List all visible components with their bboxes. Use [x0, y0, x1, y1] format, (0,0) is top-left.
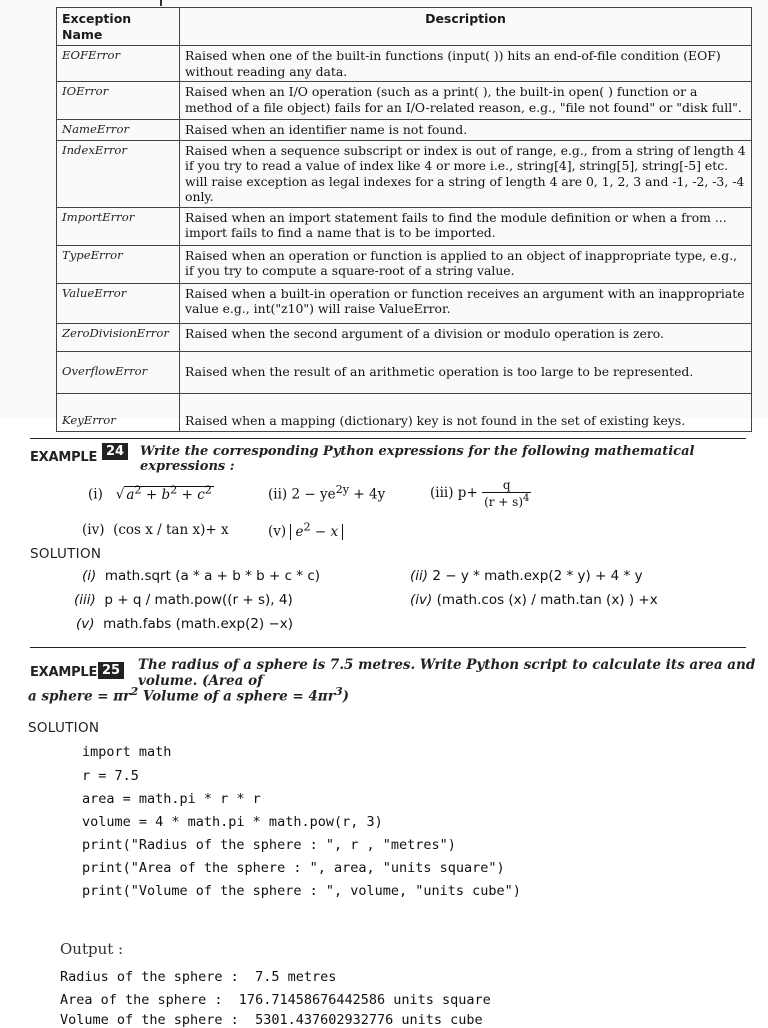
example-24-label: EXAMPLE	[30, 450, 98, 465]
exception-name: EOFError	[57, 46, 180, 82]
output-line: Radius of the sphere : 7.5 metres	[60, 969, 337, 985]
example-25-number: 25	[98, 662, 124, 679]
code-line: r = 7.5	[82, 768, 139, 784]
header-description: Description	[180, 8, 752, 46]
expr-ii-main: 2 − ye	[291, 486, 336, 503]
exception-table	[56, 7, 752, 432]
answer-v	[76, 616, 293, 632]
table-row	[57, 393, 752, 431]
example-25-sup-a: 2	[130, 684, 139, 698]
answer-text: 2 − y * math.exp(2 * y) + 4 * y	[432, 568, 643, 584]
answer-label: (i)	[82, 568, 97, 584]
exception-description: Raised when the second argument of a division or modulo operation is zero.	[180, 323, 752, 351]
example-25-text-line2	[28, 684, 349, 705]
table-row	[57, 323, 752, 351]
exception-name: IOError	[57, 82, 180, 120]
exception-description: Raised when a mapping (dictionary) key is not found in the set of existing keys.	[180, 393, 752, 431]
answer-label: (iii)	[74, 592, 96, 608]
expr-v-tail: − x	[310, 523, 339, 540]
exception-name: TypeError	[57, 245, 180, 283]
answer-text: p + q / math.pow((r + s), 4)	[104, 592, 293, 608]
expr-iii-den-sup: 4	[523, 493, 530, 504]
expr-iv	[82, 522, 229, 538]
exception-name: OverflowError	[57, 351, 180, 393]
exception-name: ZeroDivisionError	[57, 323, 180, 351]
answer-text: (math.cos (x) / math.tan (x) ) +x	[436, 592, 658, 608]
table-row	[57, 140, 752, 207]
expr-iv-main: (cos x / tan x)+ x	[113, 522, 229, 538]
answer-label: (v)	[76, 616, 95, 632]
example-25-text-a: a sphere = πr	[28, 688, 131, 705]
code-line: print("Area of the sphere : ", area, "units square")	[82, 860, 505, 876]
example-24-rule	[30, 438, 746, 439]
expr-ii-tail: + 4y	[349, 486, 386, 503]
table-row	[57, 351, 752, 393]
expr-i-radicand: $a^2 + b^2 + c^2$	[126, 483, 212, 503]
table-row	[57, 245, 752, 283]
table-row	[57, 82, 752, 120]
table-row	[57, 46, 752, 82]
output-line: Area of the sphere : 176.71458676442586 units square	[60, 992, 491, 1008]
answer-ii	[410, 568, 643, 584]
example-25-label: EXAMPLE	[30, 665, 98, 680]
code-line: import math	[82, 744, 172, 760]
example-25-rule	[30, 647, 746, 648]
table-row	[57, 207, 752, 245]
exception-description: Raised when the result of an arithmetic operation is too large to be represented.	[180, 351, 752, 393]
expr-v-base: e	[295, 523, 304, 540]
expr-iv-label: (iv)	[82, 522, 105, 538]
example-25-text-c: )	[342, 688, 350, 705]
expr-iii-den	[482, 493, 531, 509]
expr-iii	[430, 478, 531, 509]
exception-description: Raised when one of the built-in functions (input( )) hits an end-of-file condition (EOF) without reading any data.	[180, 46, 752, 82]
answer-iv	[410, 592, 658, 608]
expr-ii-label: (ii)	[268, 486, 288, 503]
exception-description: Raised when an import statement fails to find the module definition or when a from ... import fails to find a name that is to be imported.	[180, 207, 752, 245]
exception-description: Raised when an I/O operation (such as a print( ), the built-in open( ) function or a method of a file object) fails for an I/O-related reason, e.g., "file not found" or "disk full".	[180, 82, 752, 120]
table-row	[57, 120, 752, 141]
answer-label: (iv)	[410, 592, 433, 608]
exception-name: KeyError	[57, 393, 180, 431]
sqrt-symbol: √	[115, 486, 125, 503]
example-25-text-b: Volume of a sphere = 4πr	[138, 688, 335, 705]
code-line: volume = 4 * math.pi * math.pow(r, 3)	[82, 814, 383, 830]
expr-i	[88, 483, 214, 503]
example-25-text-line1: The radius of a sphere is 7.5 metres. Write Python script to calculate its area and volume. (Area of	[138, 657, 756, 689]
expr-v-sup: 2	[303, 520, 311, 533]
code-line: area = math.pi * r * r	[82, 791, 261, 807]
code-line: print("Radius of the sphere : ", r , "metres")	[82, 837, 456, 853]
example-25-solution-label: SOLUTION	[28, 720, 100, 736]
exception-name: ValueError	[57, 283, 180, 323]
expr-iii-den-base: (r + s)	[484, 495, 524, 509]
exception-name: ImportError	[57, 207, 180, 245]
answer-text: math.sqrt (a * a + b * b + c * c)	[104, 568, 321, 584]
expr-i-label: (i)	[88, 486, 103, 503]
table-row	[57, 283, 752, 323]
exception-description: Raised when a built-in operation or function receives an argument with an inappropriate value e.g., int("z10") will raise ValueError.	[180, 283, 752, 323]
expr-ii	[268, 483, 385, 503]
example-24-number: 24	[102, 443, 128, 460]
answer-i	[82, 568, 320, 584]
exception-name: IndexError	[57, 140, 180, 207]
output-label: Output :	[60, 940, 124, 958]
table-header-row	[57, 8, 752, 46]
expr-v-label: (v)	[268, 523, 287, 540]
code-line: print("Volume of the sphere : ", volume, "units cube")	[82, 883, 521, 899]
exception-description: Raised when a sequence subscript or index is out of range, e.g., from a string of length 4 if you try to read a value of index like 4 or more i.e., string[4], string[5], string[-5] etc. will raise exception as legal indexes for a string of length 4 are 0, 1, 2, 3 and -1, -2, -3, -4 only.	[180, 140, 752, 207]
expr-ii-sup: 2y	[335, 483, 350, 496]
page-bottom-section	[0, 418, 768, 1024]
expr-iii-lead: p+	[457, 485, 478, 501]
expr-iii-label: (iii)	[430, 485, 454, 501]
answer-iii	[74, 592, 293, 608]
answer-text: math.fabs (math.exp(2) −x)	[103, 616, 294, 632]
expr-v-abs	[290, 520, 343, 540]
example-25-sup-b: 3	[334, 684, 343, 698]
example-24-solution-label: SOLUTION	[30, 546, 102, 562]
output-line: Volume of the sphere : 5301.437602932776 units cube	[60, 1012, 483, 1028]
answer-label: (ii)	[410, 568, 429, 584]
expr-iii-fraction	[482, 478, 531, 509]
expr-iii-num: q	[482, 478, 531, 493]
top-edge-mark	[160, 0, 162, 6]
exception-description: Raised when an identifier name is not found.	[180, 120, 752, 141]
exception-name: NameError	[57, 120, 180, 141]
expr-v	[268, 520, 343, 540]
example-24-text: Write the corresponding Python expressions for the following mathematical expressions :	[140, 444, 695, 474]
header-exception-name: Exception Name	[57, 8, 180, 46]
exception-description: Raised when an operation or function is applied to an object of inappropriate type, e.g., if you try to compute a square-root of a string value.	[180, 245, 752, 283]
